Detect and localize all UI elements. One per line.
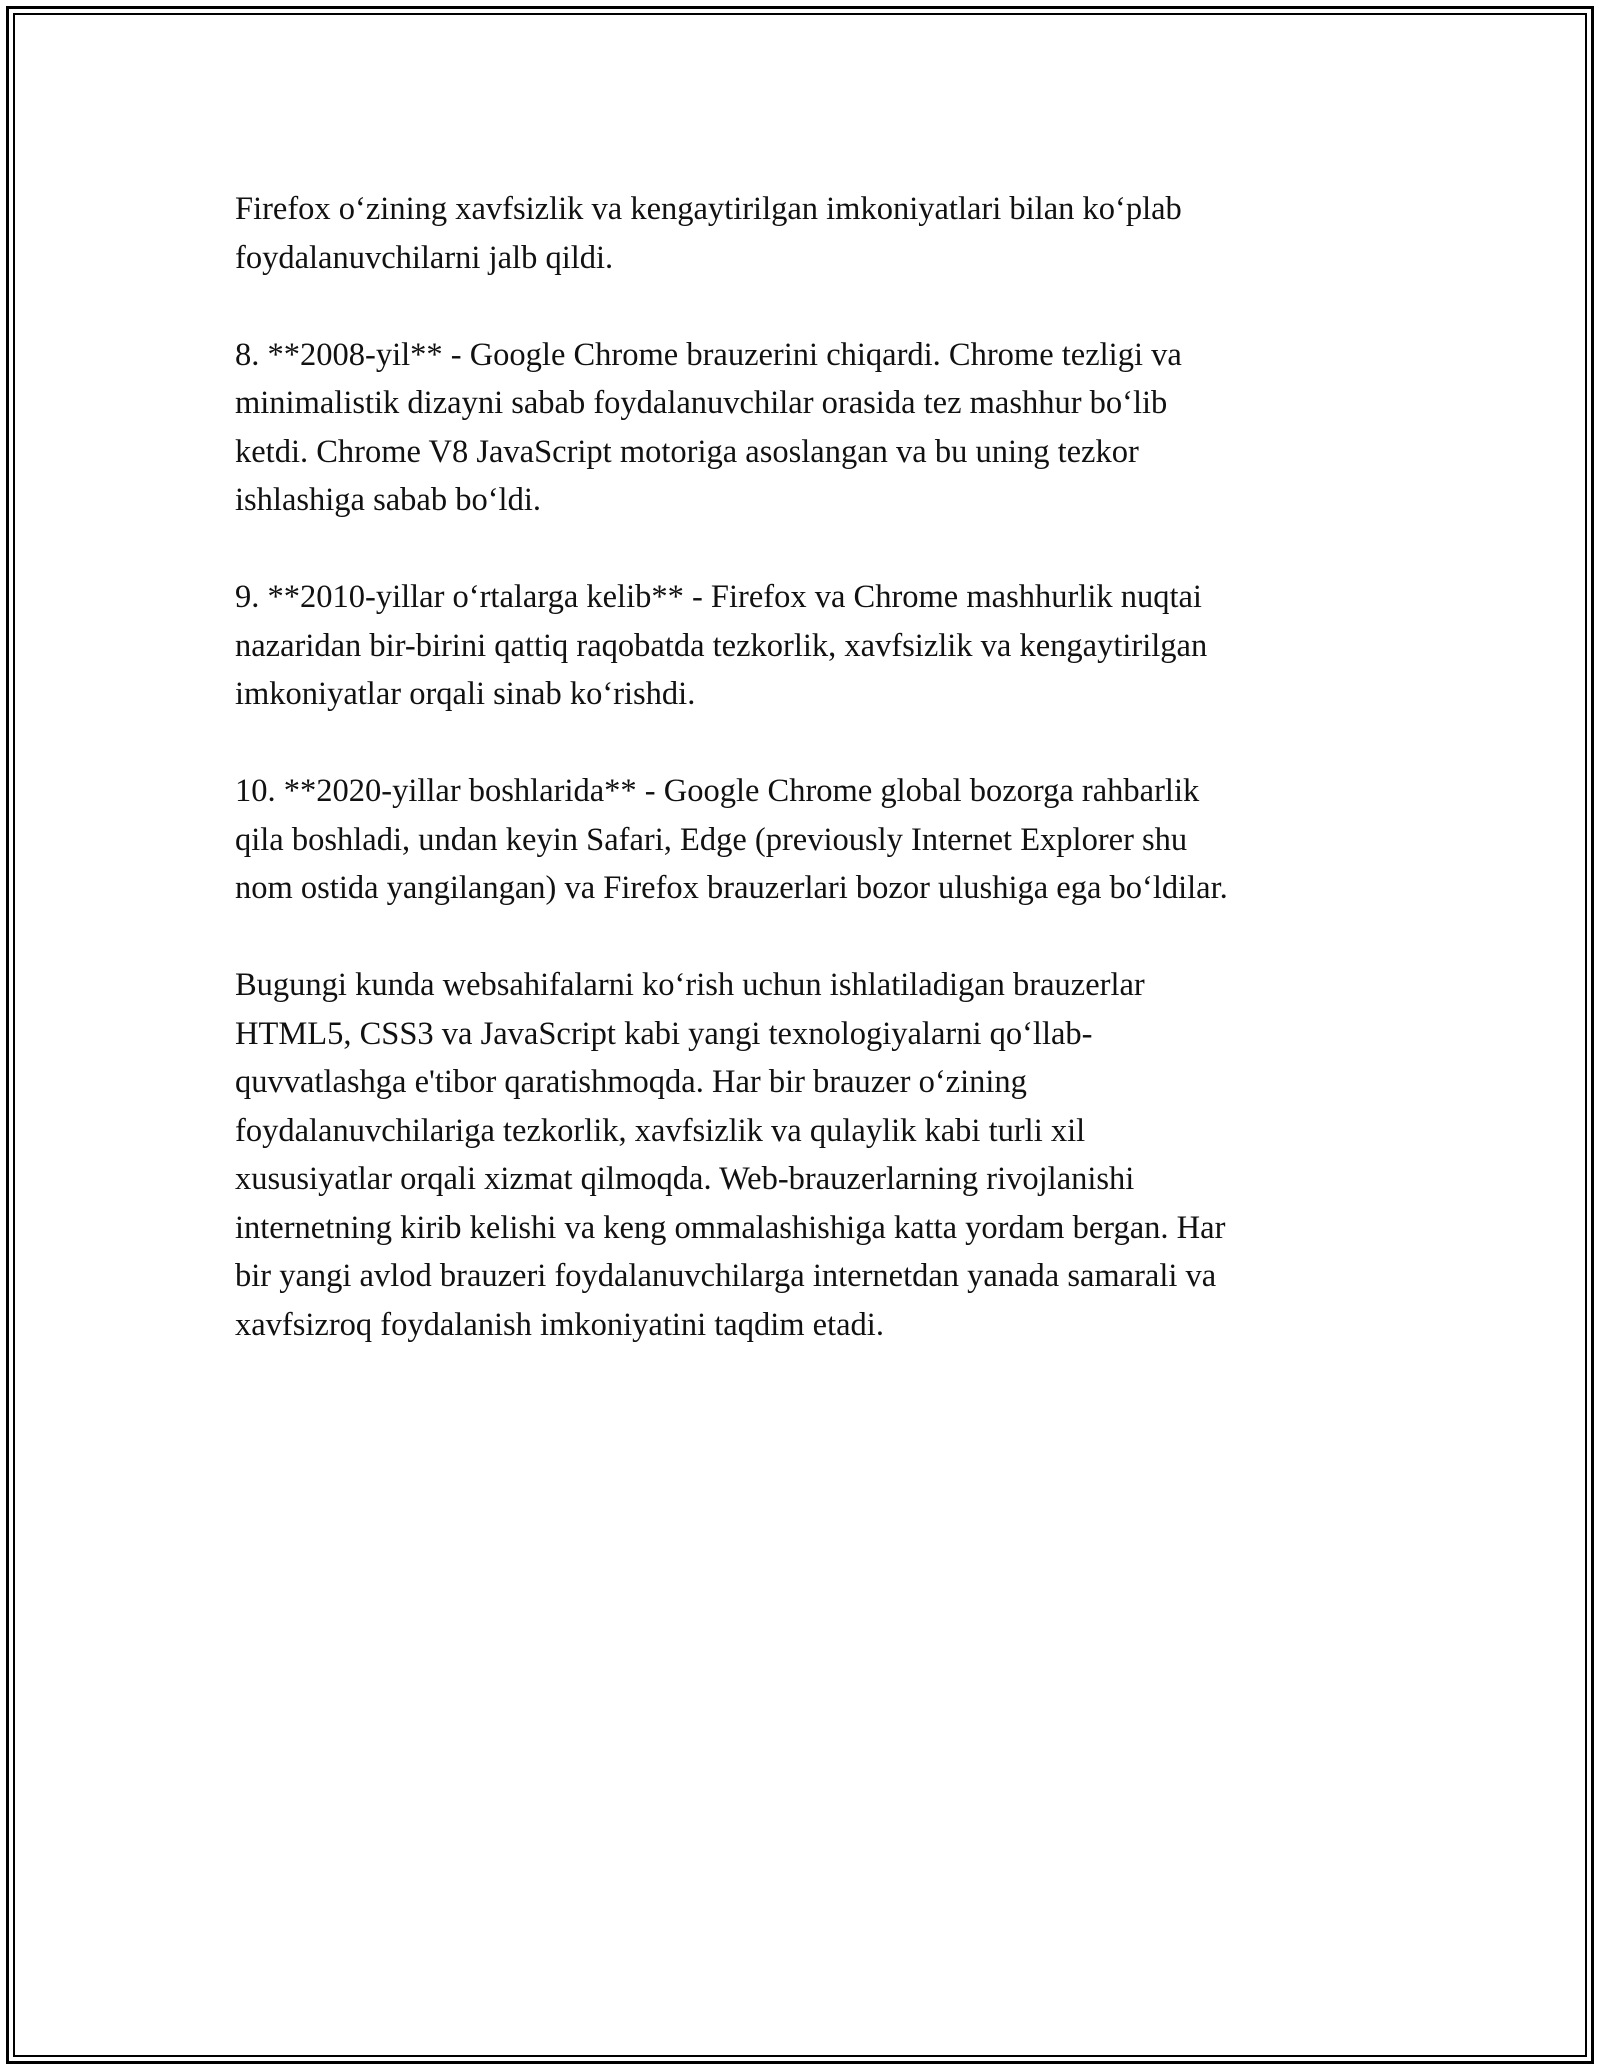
paragraph-firefox-intro: Firefox o‘zining xavfsizlik va kengaytirilgan imkoniyatlari bilan ko‘plab foydalanuvchilarni jalb qildi.: [235, 191, 1182, 276]
paragraph-item-9: 9. **2010-yillar o‘rtalarga kelib** - Firefox va Chrome mashhurlik nuqtai nazaridan bir-birini qattiq raqobatda tezkorlik, xavfsizlik va kengaytirilgan imkoniyatlar orqali sinab ko‘rishdi.: [235, 579, 1208, 712]
paragraph-conclusion: Bugungi kunda websahifalarni ko‘rish uchun ishlatiladigan brauzerlar HTML5, CSS3 va JavaScript kabi yangi texnologiyalarni qo‘llab- quvvatlashga e'tibor qaratishmoqda. Har bir brauzer o‘zining foydalanuvchilariga tezkorlik, xavfsizlik va qulaylik kabi turli xil xususiyatlar orqali xizmat qilmoqda. Web-brauzerlarning rivojlanishi internetning kirib kelishi va keng ommalashishiga katta yordam bergan. Har bir yangi avlod brauzeri foydalanuvchilarga internetdan yanada samarali va xavfsizroq foydalanish imkoniyatini taqdim etadi.: [235, 967, 1226, 1343]
paragraph-item-8: 8. **2008-yil** - Google Chrome brauzerini chiqardi. Chrome tezligi va minimalistik dizayni sabab foydalanuvchilar orasida tez mashhur bo‘lib ketdi. Chrome V8 JavaScript motoriga asoslangan va bu uning tezkor ishlashiga sabab bo‘ldi.: [235, 336, 1182, 518]
document-body: [235, 185, 1365, 1398]
paragraph-item-10: 10. **2020-yillar boshlarida** - Google Chrome global bozorga rahbarlik qila boshladi, undan keyin Safari, Edge (previously Internet Explorer shu nom ostida yangilangan) va Firefox brauzerlari bozor ulushiga ega bo‘ldilar.: [235, 773, 1228, 906]
